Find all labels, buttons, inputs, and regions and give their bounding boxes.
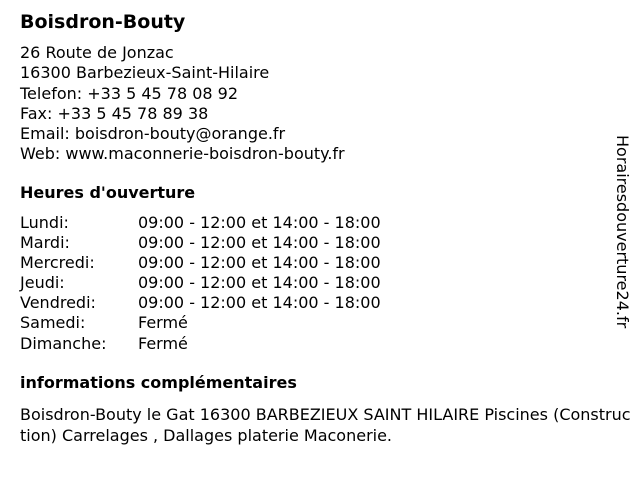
day-hours: Fermé (138, 313, 188, 333)
day-hours: 09:00 - 12:00 et 14:00 - 18:00 (138, 293, 381, 313)
additional-info-text: Boisdron-Bouty le Gat 16300 BARBEZIEUX SAINT HILAIRE Piscines (Construction) Carrelages , Dallages platerie Maconerie. (20, 405, 631, 445)
day-label: Mercredi: (20, 253, 95, 273)
day-hours: Fermé (138, 333, 188, 353)
day-hours: 09:00 - 12:00 et 14:00 - 18:00 (138, 273, 381, 293)
opening-hours-heading: Heures d'ouverture (20, 183, 196, 202)
day-label: Lundi: (20, 213, 69, 232)
contact-block (20, 43, 345, 165)
day-hours: 09:00 - 12:00 et 14:00 - 18:00 (138, 213, 381, 232)
address-street: 26 Route de Jonzac (20, 43, 174, 62)
website-url: Web: www.maconnerie-boisdron-bouty.fr (20, 144, 345, 164)
additional-info-heading: informations complémentaires (20, 373, 297, 392)
day-hours: 09:00 - 12:00 et 14:00 - 18:00 (138, 253, 381, 273)
day-label: Mardi: (20, 233, 70, 253)
address-city: 16300 Barbezieux-Saint-Hilaire (20, 63, 270, 83)
day-label: Dimanche: (20, 333, 107, 353)
day-label: Samedi: (20, 313, 86, 333)
day-label: Jeudi: (20, 273, 65, 293)
day-label: Vendredi: (20, 293, 96, 313)
email-address: Email: boisdron-bouty@orange.fr (20, 124, 286, 144)
day-hours: 09:00 - 12:00 et 14:00 - 18:00 (138, 233, 381, 253)
phone-number: Telefon: +33 5 45 78 08 92 (20, 83, 239, 103)
site-watermark: Horairesdouverture24.fr (613, 135, 632, 329)
fax-number: Fax: +33 5 45 78 89 38 (20, 103, 209, 123)
business-name: Boisdron-Bouty (20, 11, 186, 33)
